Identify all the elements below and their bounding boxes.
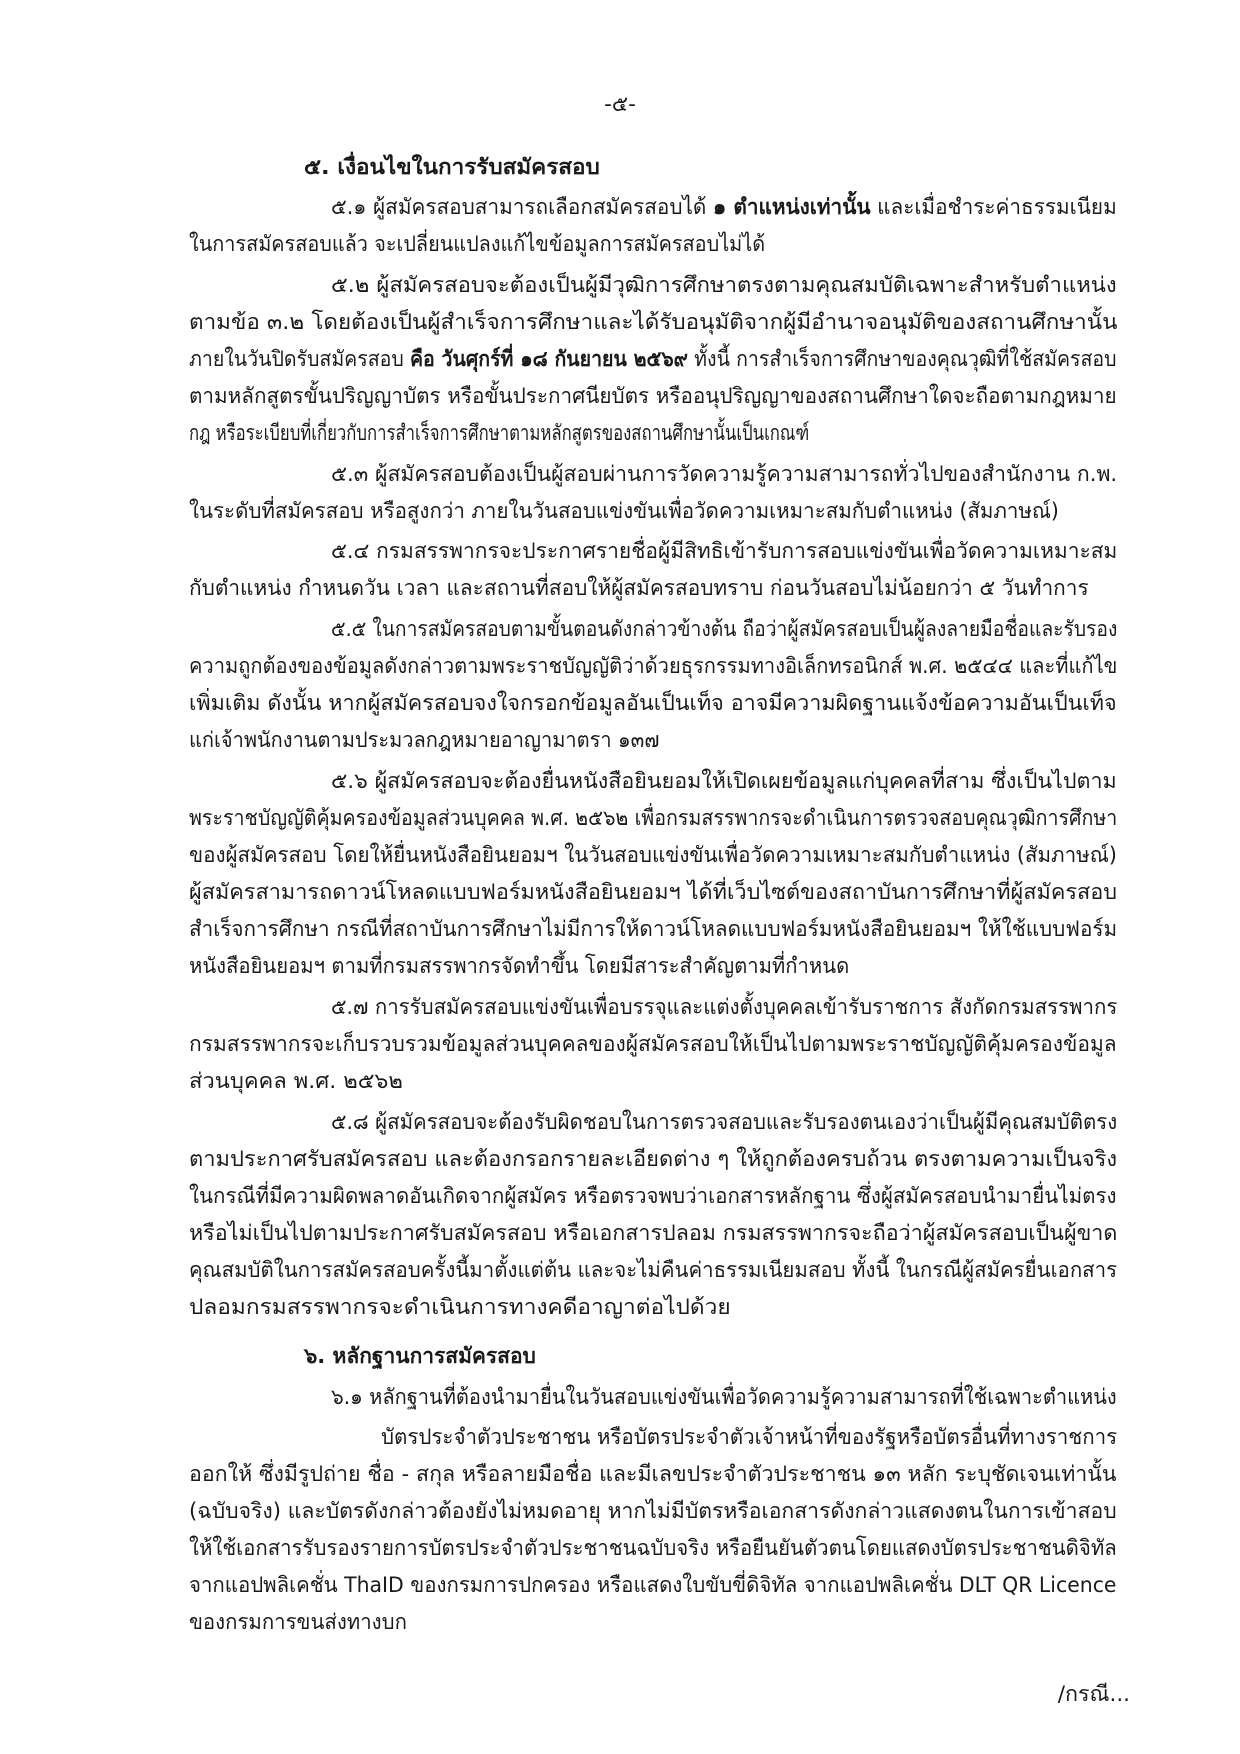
- text-run: ทั้งนี้ การสำเร็จการศึกษาของคุณวุฒิที่ใช้สมัครสอบ: [687, 347, 1117, 372]
- text-run: ให้ใช้เอกสารรับรองรายการบัตรประจำตัวประชาชนฉบับจริง หรือยืนยันตัวตนโดยแสดงบัตรประชาชนดิจิทัล: [189, 1536, 1117, 1561]
- text-run: ในการสมัครสอบแล้ว จะเปลี่ยนแปลงแก้ไขข้อมูลการสมัครสอบไม่ได้: [189, 232, 766, 257]
- paragraph-line: [189, 1030, 1117, 1060]
- paragraph-line: [331, 460, 1117, 490]
- text-run: ตามประกาศรับสมัครสอบ และต้องกรอกรายละเอียดต่าง ๆ ให้ถูกต้องครบถ้วน ตรงตามความเป็นจริง: [189, 1147, 1118, 1172]
- paragraph-line: [381, 1423, 1117, 1453]
- text-run: บัตรประจำตัวประชาชน หรือบัตรประจำตัวเจ้าหน้าที่ของรัฐหรือบัตรอื่นที่ทางราชการ: [381, 1425, 1118, 1450]
- paragraph-line: [331, 767, 1117, 797]
- paragraph-line: [189, 1534, 1117, 1564]
- paragraph-line: [331, 993, 1117, 1023]
- text-run: กับตำแหน่ง กำหนดวัน เวลา และสถานที่สอบให้ผู้สมัครสอบทราบ ก่อนวันสอบไม่น้อยกว่า ๕ วันทำการ: [189, 576, 1089, 601]
- text-run: ๕.๗ การรับสมัครสอบแข่งขันเพื่อบรรจุและแต่งตั้งบุคคลเข้ารับราชการ สังกัดกรมสรรพากร: [331, 995, 1118, 1020]
- text-run: กรมสรรพากรจะเก็บรวบรวมข้อมูลส่วนบุคคลของผู้สมัครสอบให้เป็นไปตามพระราชบัญญัติคุ้มครองข้อมูล: [189, 1032, 1117, 1057]
- paragraph-line: [331, 537, 1117, 567]
- paragraph-line: [189, 726, 659, 756]
- paragraph-line: [331, 271, 1117, 301]
- text-run: กฎ หรือระเบียบที่เกี่ยวกับการสำเร็จการศึกษาตามหลักสูตรของสถานศึกษานั้นเป็นเกณฑ์: [189, 421, 810, 446]
- paragraph-line: [331, 615, 1117, 645]
- text-run: ของผู้สมัครสอบ โดยให้ยื่นหนังสือยินยอมฯ ในวันสอบแข่งขันเพื่อวัดความเหมาะสมกับตำแหน่ง (สัมภาษณ์): [189, 843, 1117, 868]
- text-run: ภายในวันปิดรับสมัครสอบ: [189, 347, 410, 372]
- paragraph-line: [189, 1067, 403, 1097]
- text-run: ของกรมการขนส่งทางบก: [189, 1610, 407, 1635]
- text-run: หนังสือยินยอมฯ ตามที่กรมสรรพากรจัดทำขึ้น โดยมีสาระสำคัญตามที่กำหนด: [189, 954, 850, 979]
- text-run: คุณสมบัติในการสมัครสอบครั้งนี้มาตั้งแต่ต้น และจะไม่คืนค่าธรรมเนียมสอบ ทั้งนี้ ในกรณีผู้สมัครยื่นเอกสาร: [189, 1258, 1118, 1283]
- text-run: ๕.๓ ผู้สมัครสอบต้องเป็นผู้สอบผ่านการวัดความรู้ความสามารถทั่วไปของสำนักงาน ก.พ.: [331, 462, 1118, 487]
- paragraph-line: [189, 915, 1117, 945]
- text-run: จากแอปพลิเคชั่น ThaID ของกรมการปกครอง หรือแสดงใบขับขี่ดิจิทัล จากแอปพลิเคชั่น DLT QR Licence: [189, 1573, 1117, 1598]
- paragraph-line: [189, 1497, 1117, 1527]
- section-heading: [304, 1342, 536, 1372]
- paragraph-line: [189, 574, 1089, 604]
- text-run: เพิ่มเติม ดังนั้น หากผู้สมัครสอบจงใจกรอกข้อมูลอันเป็นเท็จ อาจมีความผิดฐานแจ้งข้อความอันเป็นเท็จ: [189, 691, 1117, 716]
- continuation-note: /กรณี...: [1057, 1682, 1130, 1707]
- paragraph-line: [331, 1383, 1117, 1413]
- text-run: แก่เจ้าพนักงานตามประมวลกฎหมายอาญามาตรา ๑๓๗: [189, 728, 660, 753]
- paragraph-line: [189, 952, 849, 982]
- bold-text: คือ วันศุกร์ที่ ๑๘ กันยายน ๒๕๖๙: [409, 347, 688, 372]
- text-run: ปลอมกรมสรรพากรจะดำเนินการทางคดีอาญาต่อไปด้วย: [189, 1295, 731, 1320]
- paragraph-line: [189, 652, 1117, 682]
- text-run: ผู้สมัครสามารถดาวน์โหลดแบบฟอร์มหนังสือยินยอมฯ ได้ที่เว็บไซต์ของสถาบันการศึกษาที่ผู้สมัครสอบ: [189, 880, 1118, 905]
- paragraph-line: [331, 1108, 1117, 1138]
- text-run: ในระดับที่สมัครสอบ หรือสูงกว่า ภายในวันสอบแข่งขันเพื่อวัดความเหมาะสมกับตำแหน่ง (สัมภาษณ์): [189, 499, 1059, 524]
- paragraph-line: [189, 1182, 1117, 1212]
- text-run: ออกให้ ซึ่งมีรูปถ่าย ชื่อ - สกุล หรือลายมือชื่อ และมีเลขประจำตัวประชาชน ๑๓ หลัก ระบุชัดเจนเท่านั้น: [189, 1462, 1117, 1487]
- paragraph-line: [189, 689, 1117, 719]
- text-run: ในกรณีที่มีความผิดพลาดอันเกิดจากผู้สมัคร หรือตรวจพบว่าเอกสารหลักฐาน ซึ่งผู้สมัครสอบนำมายื่นไม่ตรง: [189, 1184, 1117, 1209]
- text-run: และเมื่อชำระค่าธรรมเนียม: [870, 195, 1117, 220]
- text-run: ๕.๕ ในการสมัครสอบตามขั้นตอนดังกล่าวข้างต้น ถือว่าผู้สมัครสอบเป็นผู้ลงลายมือชื่อและรับรอง: [331, 617, 1118, 642]
- paragraph-line: [189, 1293, 731, 1323]
- text-run: ตามข้อ ๓.๒ โดยต้องเป็นผู้สำเร็จการศึกษาและได้รับอนุมัติจากผู้มีอำนาจอนุมัติของสถานศึกษานั้น: [189, 310, 1118, 335]
- paragraph-line: [189, 1571, 1117, 1601]
- paragraph-line: [189, 1219, 1117, 1249]
- paragraph-line: [331, 193, 1117, 223]
- text-run: ๕.๑ ผู้สมัครสอบสามารถเลือกสมัครสอบได้: [331, 195, 713, 220]
- text-run: (ฉบับจริง) และบัตรดังกล่าวต้องยังไม่หมดอายุ หากไม่มีบัตรหรือเอกสารดังกล่าวแสดงตนในการเข้าสอบ: [189, 1499, 1117, 1524]
- paragraph-line: [189, 1608, 407, 1638]
- paragraph-line: [189, 878, 1117, 908]
- text-run: ๕.๖ ผู้สมัครสอบจะต้องยื่นหนังสือยินยอมให้เปิดเผยข้อมูลแก่บุคคลที่สาม ซึ่งเป็นไปตาม: [331, 769, 1117, 794]
- text-run: ๕.๔ กรมสรรพากรจะประกาศรายชื่อผู้มีสิทธิเข้ารับการสอบแข่งขันเพื่อวัดความเหมาะสม: [331, 539, 1118, 564]
- bold-text: ๖. หลักฐานการสมัครสอบ: [304, 1344, 536, 1369]
- bold-text: ๕. เงื่อนไขในการรับสมัครสอบ: [304, 155, 600, 180]
- text-run: ส่วนบุคคล พ.ศ. ๒๕๖๒: [189, 1069, 403, 1094]
- text-run: ตามหลักสูตรขั้นปริญญาบัตร หรือขั้นประกาศนียบัตร หรืออนุปริญญาของสถานศึกษาใดจะถือตามกฎหมาย: [189, 384, 1117, 409]
- page-number: -๕-: [604, 92, 636, 117]
- text-run: ความถูกต้องของข้อมูลดังกล่าวตามพระราชบัญญัติว่าด้วยธุรกรรมทางอิเล็กทรอนิกส์ พ.ศ. ๒๕๔๔ และที่แก้ไข: [189, 654, 1118, 679]
- paragraph-line: [189, 804, 1117, 834]
- paragraph-line: [189, 230, 765, 260]
- paragraph-line: [189, 841, 1117, 871]
- section-heading: [304, 153, 600, 183]
- text-run: หรือไม่เป็นไปตามประกาศรับสมัครสอบ หรือเอกสารปลอม กรมสรรพากรจะถือว่าผู้สมัครสอบเป็นผู้ขาด: [189, 1221, 1118, 1246]
- paragraph-line: [189, 1256, 1117, 1286]
- paragraph-line: [189, 345, 1117, 375]
- text-run: สำเร็จการศึกษา กรณีที่สถาบันการศึกษาไม่มีการให้ดาวน์โหลดแบบฟอร์มหนังสือยินยอมฯ ให้ใช้แบบฟอร์ม: [189, 917, 1118, 942]
- text-run: ๖.๑ หลักฐานที่ต้องนำมายื่นในวันสอบแข่งขันเพื่อวัดความรู้ความสามารถที่ใช้เฉพาะตำแหน่ง: [331, 1385, 1117, 1410]
- text-run: พระราชบัญญัติคุ้มครองข้อมูลส่วนบุคคล พ.ศ. ๒๕๖๒ เพื่อกรมสรรพากรจะดำเนินการตรวจสอบคุณวุฒิการศึกษา: [189, 806, 1118, 831]
- paragraph-line: [189, 419, 809, 449]
- paragraph-line: [189, 1460, 1117, 1490]
- paragraph-line: [189, 1145, 1117, 1175]
- paragraph-line: [189, 497, 1059, 527]
- paragraph-line: [189, 382, 1117, 412]
- text-run: ๕.๒ ผู้สมัครสอบจะต้องเป็นผู้มีวุฒิการศึกษาตรงตามคุณสมบัติเฉพาะสำหรับตำแหน่ง: [331, 273, 1117, 298]
- text-run: ๕.๘ ผู้สมัครสอบจะต้องรับผิดชอบในการตรวจสอบและรับรองตนเองว่าเป็นผู้มีคุณสมบัติตรง: [331, 1110, 1118, 1135]
- paragraph-line: [189, 308, 1117, 338]
- bold-text: ๑ ตำแหน่งเท่านั้น: [712, 195, 871, 220]
